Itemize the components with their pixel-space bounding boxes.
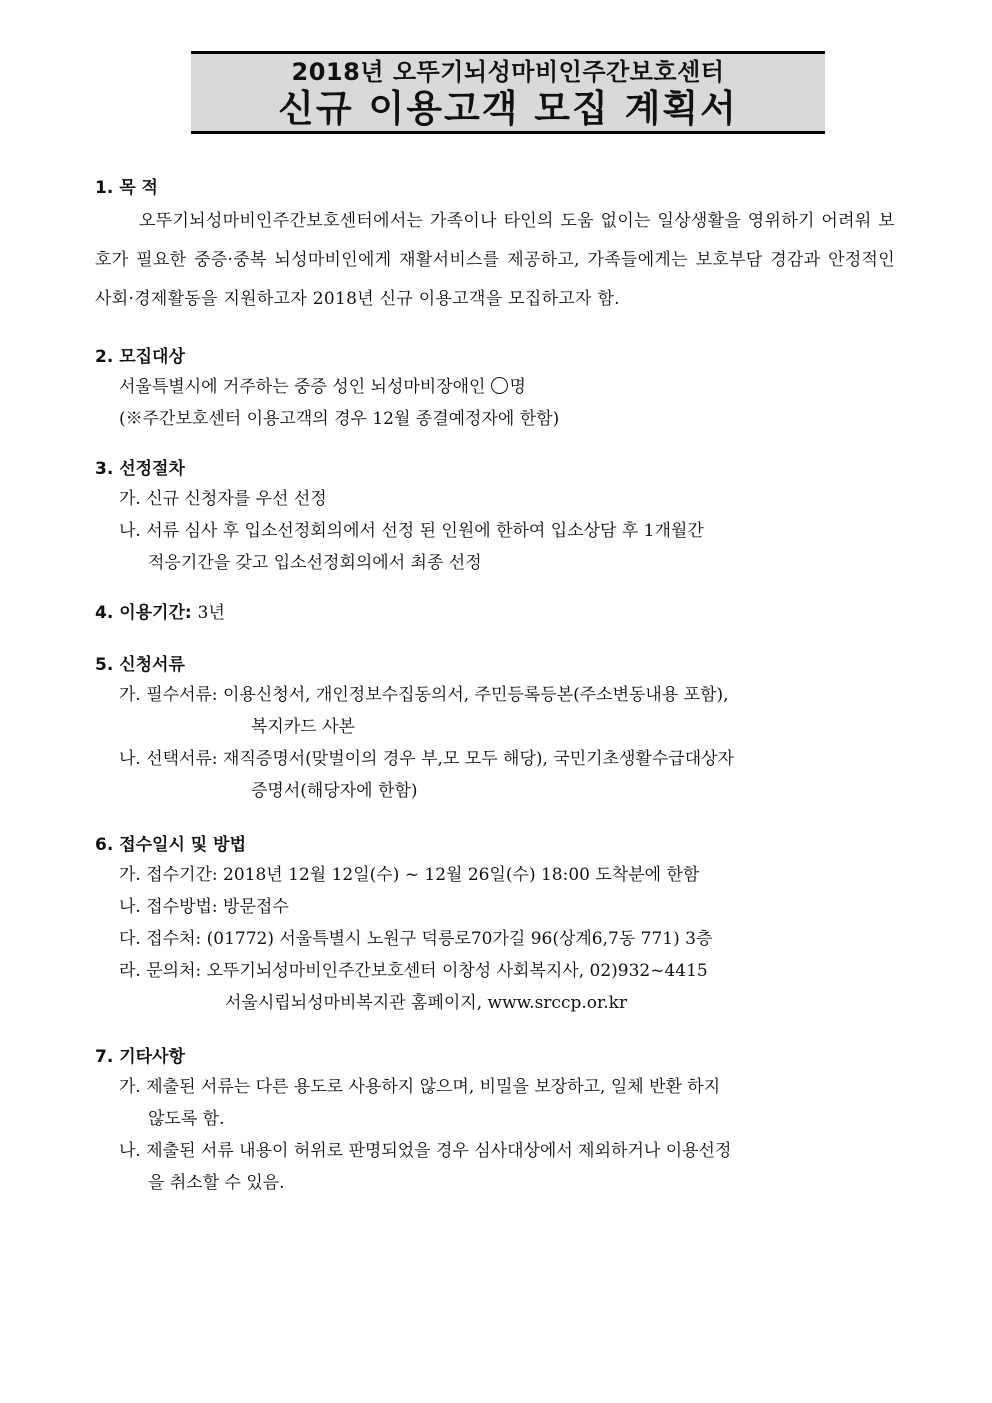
documents-required: 가. 필수서류: 이용신청서, 개인정보수집동의서, 주민등록등본(주소변동내용 포함), <box>119 685 729 705</box>
target-text: 서울특별시에 거주하는 중증 성인 뇌성마비장애인 <box>119 377 486 397</box>
etc-item-b: 나. 제출된 서류 내용이 허위로 판명되었을 경우 심사대상에서 제외하거나 이용선정 <box>119 1141 732 1161</box>
purpose-paragraph: 오뚜기뇌성마비인주간보호센터에서는 가족이나 타인의 도움 없이는 일상생활을 영위하기 어려워 보호가 필요한 중증·중복 뇌성마비인에게 재활서비스를 제공하고, 가족들에게는 보호부담 경감과 안정적인 사회·경제활동을 지원하고자 2018년 신규 이용고객을 모집하고자 함. <box>95 211 895 309</box>
selection-item-b: 나. 서류 심사 후 입소선정회의에서 선정 된 인원에 한하여 입소상담 후 1개월간 <box>119 521 704 541</box>
reception-contact: 라. 문의처: 오뚜기뇌성마비인주간보호센터 이창성 사회복지사, 02)932~4415 <box>119 961 708 981</box>
title-line2: 신규 이용고객 모집 계획서 <box>278 87 738 130</box>
section-heading: 3. 선정절차 <box>95 459 185 479</box>
reception-contact-cont: 서울시립뇌성마비복지관 홈페이지, www.srccp.or.kr <box>225 993 628 1013</box>
section-reception <box>95 831 895 1019</box>
reception-address: 다. 접수처: (01772) 서울특별시 노원구 덕릉로70가길 96(상계6,7동 771) 3층 <box>119 929 713 949</box>
reception-period: 가. 접수기간: 2018년 12월 12일(수) ~ 12월 26일(수) 18:00 도착분에 한함 <box>119 865 700 885</box>
section-heading: 5. 신청서류 <box>95 655 185 675</box>
selection-item-a: 가. 신규 신청자를 우선 선정 <box>119 489 327 509</box>
count-suffix: 명 <box>509 377 526 397</box>
selection-item-b-cont: 적응기간을 갖고 입소선정회의에서 최종 선정 <box>148 553 482 573</box>
blank-circle-icon <box>491 377 508 394</box>
etc-item-a: 가. 제출된 서류는 다른 용도로 사용하지 않으며, 비밀을 보장하고, 일체 반환 하지 <box>119 1077 721 1097</box>
section-heading: 7. 기타사항 <box>95 1047 185 1067</box>
documents-optional-cont: 증명서(해당자에 한함) <box>251 781 418 801</box>
section-purpose <box>95 174 895 319</box>
reception-method: 나. 접수방법: 방문접수 <box>119 897 289 917</box>
target-line <box>95 371 895 403</box>
period-label: 4. 이용기간: <box>95 603 192 623</box>
documents-optional: 나. 선택서류: 재직증명서(맞벌이의 경우 부,모 모두 해당), 국민기초생활수급대상자 <box>119 749 734 769</box>
target-note: (※주간보호센터 이용고객의 경우 12월 종결예정자에 한함) <box>119 409 560 429</box>
section-etc <box>95 1043 895 1199</box>
section-heading: 6. 접수일시 및 방법 <box>95 835 246 855</box>
section-heading <box>95 599 895 627</box>
section-heading: 1. 목 적 <box>95 178 158 198</box>
section-documents <box>95 651 895 807</box>
period-value: 3년 <box>197 603 225 623</box>
section-period <box>95 599 895 627</box>
etc-item-a-cont: 않도록 함. <box>148 1109 225 1129</box>
document-body <box>95 174 895 1199</box>
documents-required-cont: 복지카드 사본 <box>251 717 355 737</box>
section-selection <box>95 455 895 579</box>
etc-item-b-cont: 을 취소할 수 있음. <box>148 1173 285 1193</box>
title-box <box>191 51 825 134</box>
title-line1: 2018년 오뚜기뇌성마비인주간보호센터 <box>291 58 725 86</box>
section-heading: 2. 모집대상 <box>95 347 185 367</box>
section-target <box>95 343 895 435</box>
